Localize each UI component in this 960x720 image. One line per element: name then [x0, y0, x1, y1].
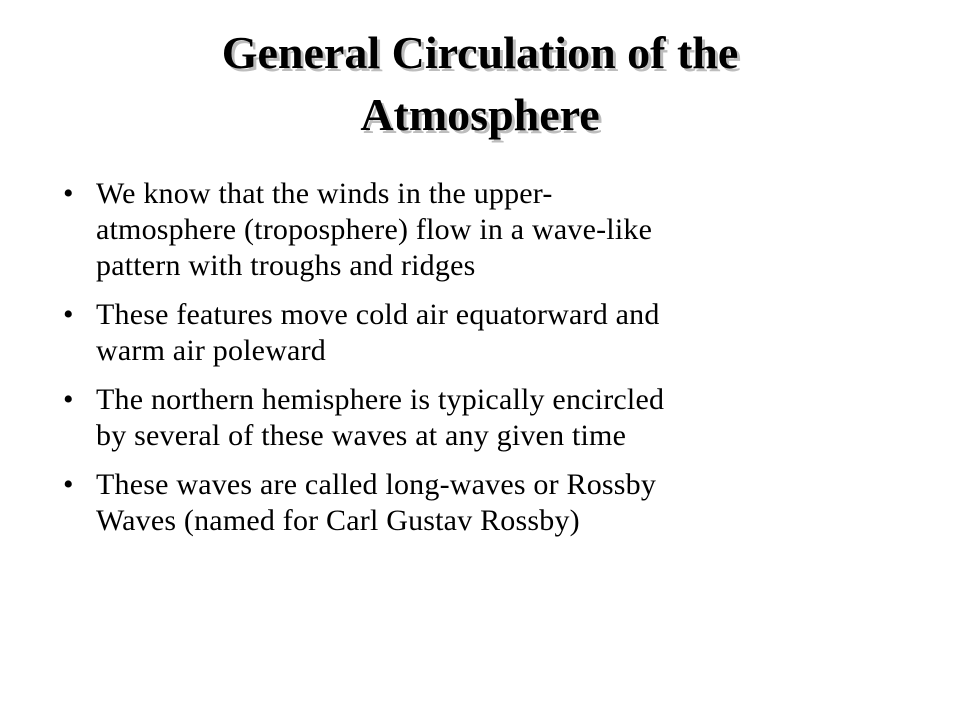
bullet-item — [60, 297, 900, 369]
bullet-icon: • — [63, 177, 74, 210]
bullet-text-line: These features move cold air equatorward and — [96, 298, 660, 331]
bullet-item — [60, 176, 900, 284]
bullet-text-line: pattern with troughs and ridges — [96, 249, 476, 282]
bullet-icon: • — [63, 383, 74, 416]
bullet-text-line: warm air poleward — [96, 334, 326, 367]
bullet-text-line: by several of these waves at any given time — [96, 419, 627, 452]
bullet-icon: • — [63, 468, 74, 501]
bullet-list — [60, 176, 900, 552]
bullet-text-line: We know that the winds in the upper- — [96, 177, 553, 210]
bullet-text-line: atmosphere (troposphere) flow in a wave-like — [96, 213, 653, 246]
slide-title — [80, 22, 880, 146]
bullet-text-line: These waves are called long-waves or Rossby — [96, 468, 657, 501]
slide-title-line: General Circulation of the — [221, 27, 739, 78]
bullet-item — [60, 382, 900, 454]
slide-title-line: Atmosphere — [360, 89, 600, 140]
bullet-text-line: Waves (named for Carl Gustav Rossby) — [96, 504, 580, 537]
bullet-text-line: The northern hemisphere is typically encircled — [96, 383, 665, 416]
bullet-item — [60, 467, 900, 539]
bullet-icon: • — [63, 298, 74, 331]
